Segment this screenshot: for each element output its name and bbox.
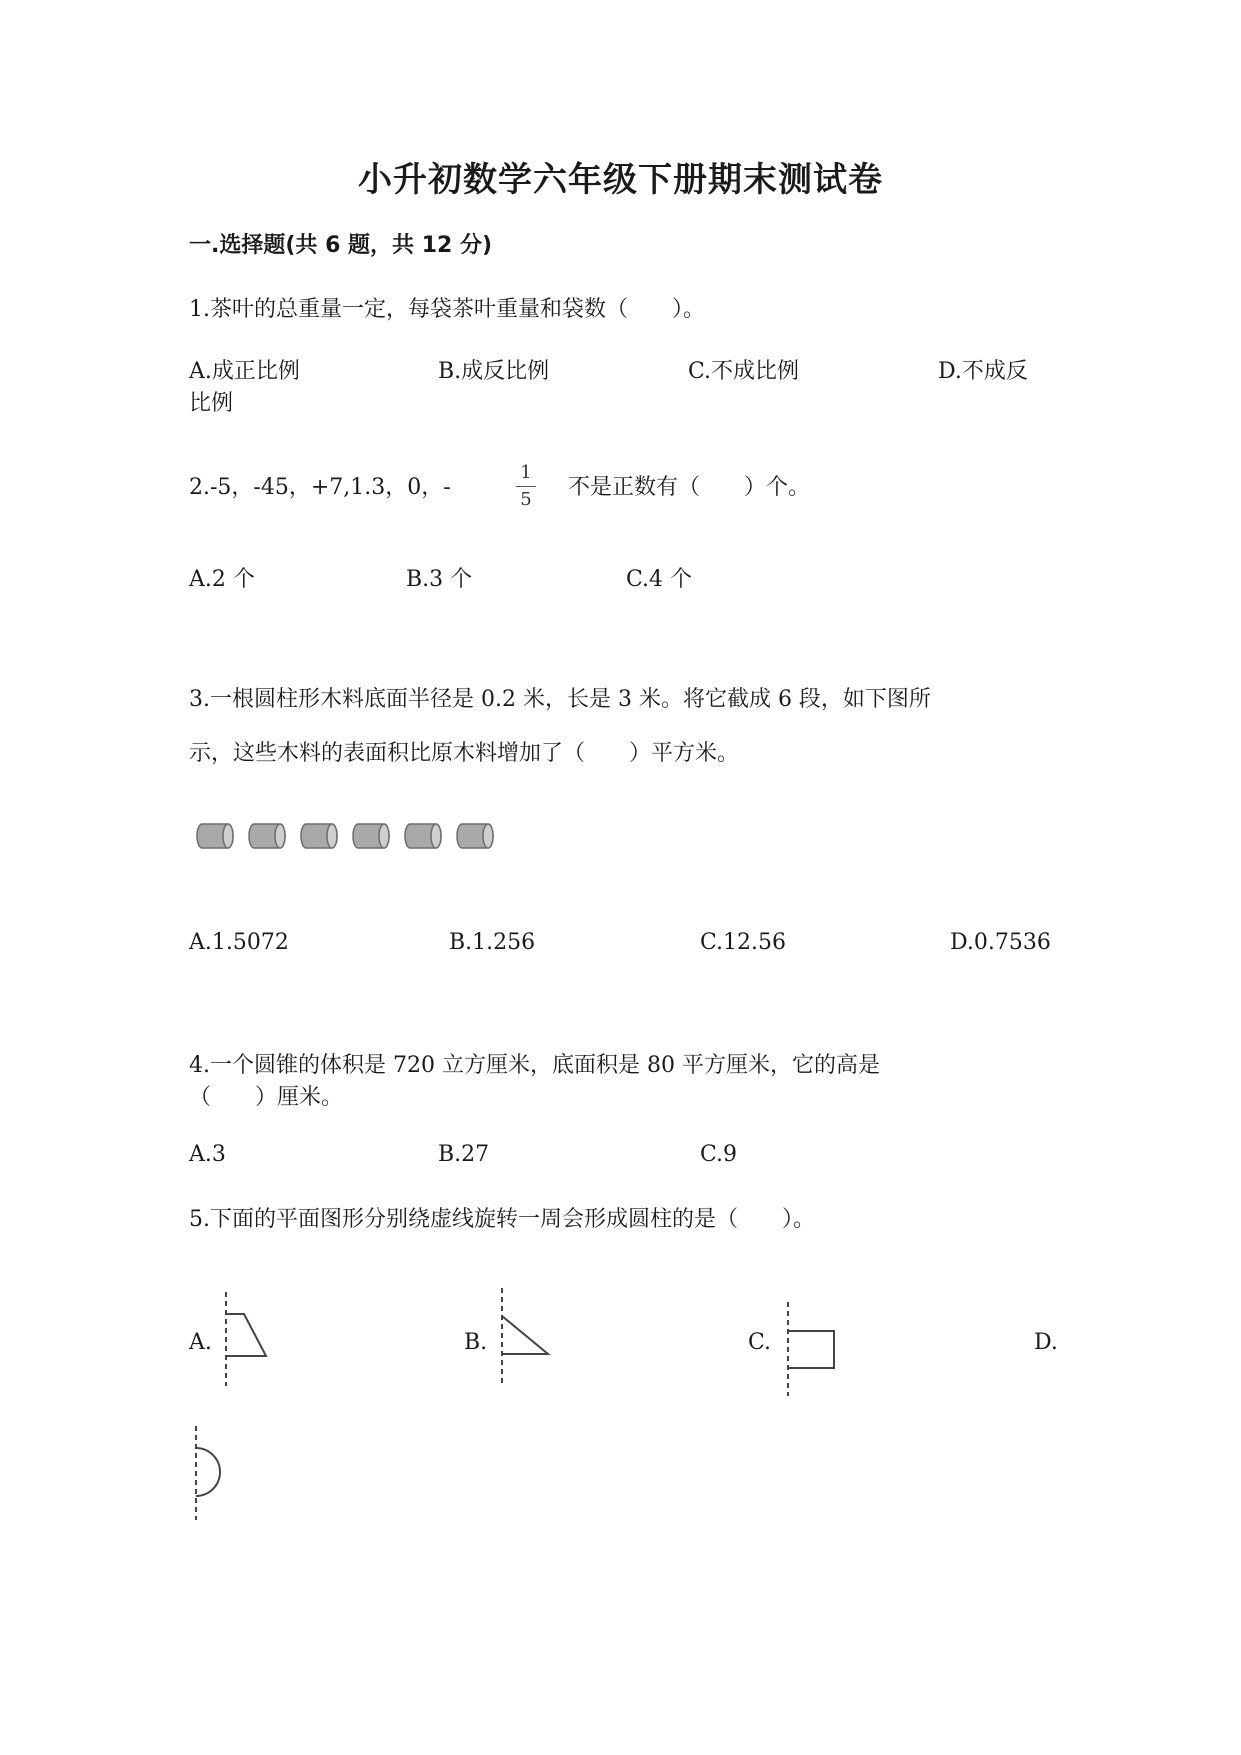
question-4-option-a[interactable]: A.3 [189,1142,226,1167]
question-3-option-a[interactable]: A.1.5072 [189,930,289,955]
question-5-option-d[interactable]: D. [1034,1330,1058,1355]
question-3-option-d[interactable]: D.0.7536 [950,930,1051,955]
cylinder-piece [353,824,389,848]
right-triangle-figure[interactable] [490,1286,560,1386]
question-2-option-a[interactable]: A.2 个 [189,567,255,592]
question-1-option-d[interactable]: D.不成反 [938,359,1028,384]
semicircle-figure[interactable] [186,1424,246,1524]
page-title: 小升初数学六年级下册期末测试卷 [358,160,883,200]
question-5-stem: 5.下面的平面图形分别绕虚线旋转一周会形成圆柱的是（ ）。 [189,1207,815,1232]
question-2-option-c[interactable]: C.4 个 [626,567,693,592]
fraction-bar [516,486,536,487]
cylinder-piece [301,824,337,848]
question-4-stem-line2: （ ）厘米。 [189,1085,344,1110]
question-1-option-c[interactable]: C.不成比例 [688,359,800,384]
question-1-option-d-wrap: 比例 [189,391,234,416]
fraction-denominator: 5 [520,489,532,510]
cylinder-piece [249,824,285,848]
trapezoid-figure[interactable] [214,1290,274,1390]
fraction-one-fifth [514,463,538,510]
question-1-option-a[interactable]: A.成正比例 [189,359,300,384]
question-1-option-b[interactable]: B.成反比例 [438,359,550,384]
rectangle-figure[interactable] [776,1300,846,1400]
question-2-stem-before: 2.-5，-45，+7,1.3，0，- [189,475,451,500]
question-2-option-b[interactable]: B.3 个 [406,567,473,592]
section-heading: 一.选择题(共 6 题，共 12 分) [189,233,493,258]
question-4-stem-line1: 4.一个圆锥的体积是 720 立方厘米，底面积是 80 平方厘米，它的高是 [189,1053,880,1078]
cylinder-pieces-figure [198,822,498,862]
cylinder-piece [457,824,493,848]
question-3-option-b[interactable]: B.1.256 [449,930,536,955]
question-1-stem: 1.茶叶的总重量一定，每袋茶叶重量和袋数（ ）。 [189,297,705,322]
question-2-stem-after: 不是正数有（ ）个。 [568,475,811,500]
question-4-option-c[interactable]: C.9 [700,1142,738,1167]
question-5-option-a[interactable]: A. [189,1330,212,1355]
question-5-option-b[interactable]: B. [464,1330,488,1355]
question-3-stem-line1: 3.一根圆柱形木料底面半径是 0.2 米，长是 3 米。将它截成 6 段，如下图所 [189,687,931,712]
question-3-option-c[interactable]: C.12.56 [700,930,787,955]
fraction-numerator: 1 [520,462,532,483]
question-4-option-b[interactable]: B.27 [438,1142,490,1167]
cylinder-piece [405,824,441,848]
question-5-option-c[interactable]: C. [748,1330,772,1355]
question-3-stem-line2: 示，这些木料的表面积比原木料增加了（ ）平方米。 [189,741,740,766]
cylinder-piece [197,824,233,848]
